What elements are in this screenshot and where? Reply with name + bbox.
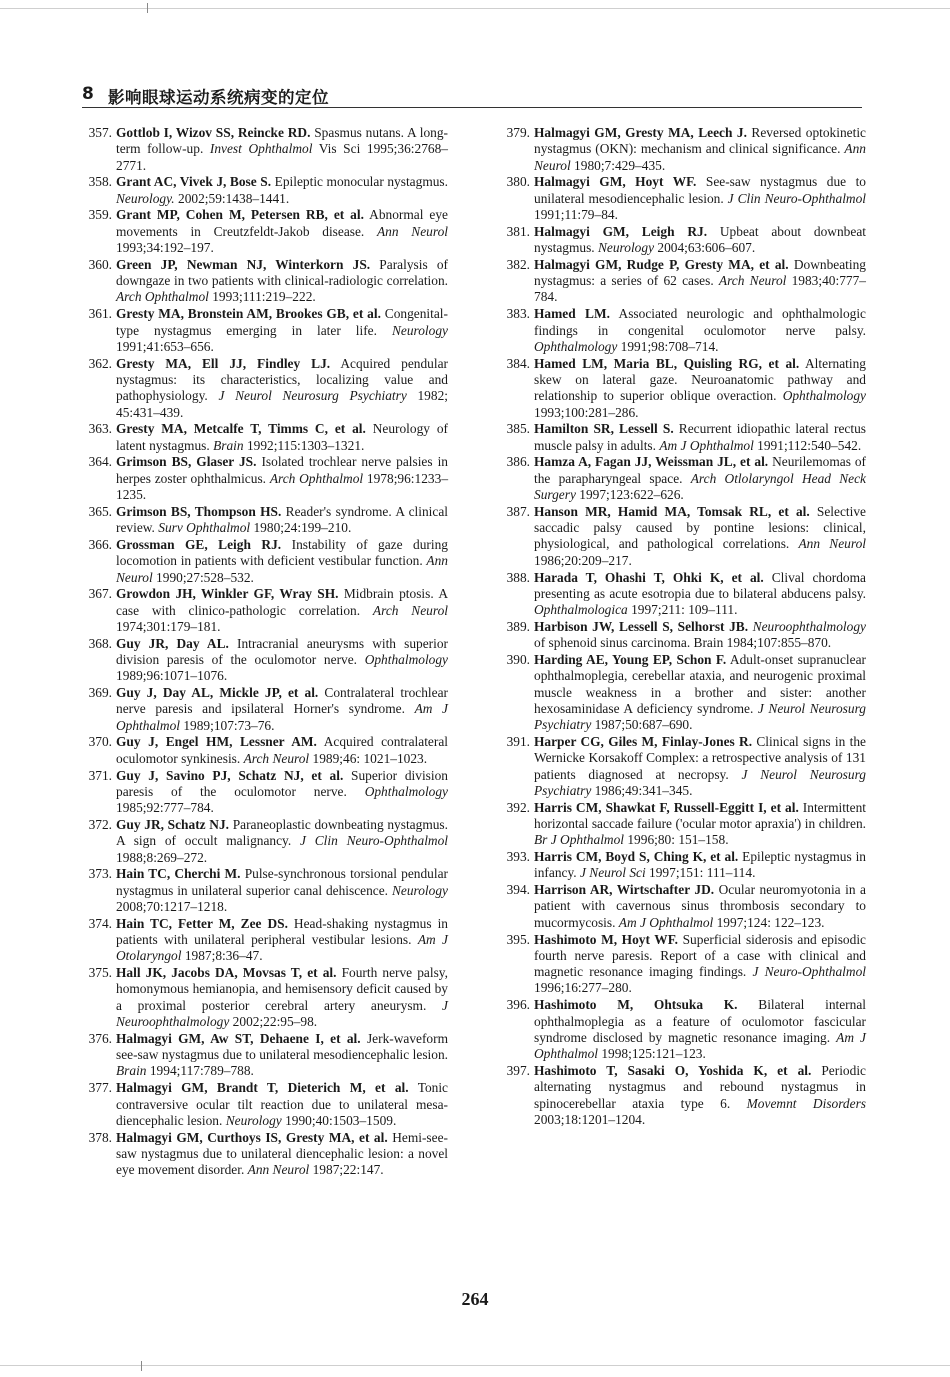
reference-citation: 1991;41:653–656. — [116, 338, 214, 354]
reference-title: Intracranial aneurysms with superior division paresis of the oculomotor nerve. — [116, 635, 448, 667]
reference-journal: Ophthalmology — [364, 652, 448, 667]
reference-journal: Ophthalmology — [782, 388, 866, 404]
reference-citation: 1990;27:528–532. — [152, 569, 254, 585]
reference-journal: Neurology. — [116, 190, 175, 206]
reference-entry — [500, 356, 866, 421]
reference-entry — [500, 997, 866, 1062]
reference-title: Superior division paresis of the oculomotor nerve. — [116, 767, 448, 799]
reference-authors: Halmagyi GM, Hoyt WF. — [534, 174, 697, 190]
reference-citation: 1993;100:281–286. — [534, 404, 639, 420]
top-crop-mark — [147, 3, 148, 13]
reference-citation: 1978;96:1233–1235. — [116, 470, 449, 503]
reference-authors: Halmagyi GM, Leigh RJ. — [534, 223, 708, 239]
reference-number: 385. — [506, 421, 530, 437]
reference-authors: Guy J, Engel HM, Lessner AM. — [116, 734, 317, 750]
reference-journal: Ophthalmology — [534, 338, 618, 354]
reference-entry — [500, 652, 866, 733]
reference-title: Bilateral internal ophthalmoplegia as a feature of oculomotor fascicular syndrome disclosed by magnetic resonance imaging. — [534, 997, 866, 1045]
reference-authors: Gottlob I, Wizov SS, Reincke RD. — [116, 125, 311, 140]
reference-journal: J Neuroophthalmology — [116, 997, 448, 1030]
reference-number: 375. — [88, 965, 112, 981]
reference-entry — [82, 454, 448, 503]
reference-column-left — [82, 125, 448, 1179]
reference-number: 365. — [88, 503, 112, 519]
reference-journal: Arch Otlolaryngol Head Neck Surgery — [534, 470, 867, 503]
reference-entry — [82, 768, 448, 817]
reference-title: Epileptic monocular nystagmus. — [271, 174, 448, 190]
reference-authors: Hain TC, Cherchi M. — [116, 866, 241, 882]
reference-entry — [82, 817, 448, 866]
reference-journal: J Neuro-Ophthalmol — [752, 964, 866, 980]
reference-citation: 1991;112:540–542. — [753, 437, 862, 453]
reference-authors: Hanson MR, Hamid MA, Tomsak RL, et al. — [534, 503, 810, 519]
reference-journal: Neurology — [391, 322, 448, 338]
reference-number: 377. — [88, 1080, 112, 1096]
reference-authors: Harper CG, Giles M, Finlay-Jones R. — [534, 733, 753, 749]
reference-journal: Br J Ophthalmol — [534, 832, 625, 848]
reference-journal: Am J Ophthalmol — [534, 1029, 866, 1062]
reference-title: Hemi-see-saw nystagmus due to unilateral diencephalic lesion: a novel eye movement disorder. — [116, 1129, 448, 1178]
reference-authors: Grant AC, Vivek J, Bose S. — [116, 174, 272, 190]
chapter-number: 8 — [82, 84, 94, 104]
reference-entry — [82, 965, 448, 1030]
reference-authors: Hain TC, Fetter M, Zee DS. — [116, 915, 288, 931]
reference-citation: 1987;8:36–47. — [181, 948, 263, 964]
reference-entry — [500, 224, 866, 257]
reference-authors: Gresty MA, Bronstein AM, Brookes GB, et al. — [116, 306, 381, 322]
reference-citation: 1996;16:277–280. — [534, 980, 632, 996]
reference-number: 397. — [506, 1062, 530, 1078]
reference-entry — [82, 1130, 448, 1179]
reference-authors: Gresty MA, Metcalfe T, Timms C, et al. — [116, 421, 366, 437]
reference-journal: Arch Ophthalmol — [269, 470, 364, 486]
reference-journal: Am J Ophthalmol — [618, 914, 714, 930]
bottom-crop-rule — [0, 1365, 950, 1366]
reference-citation: 1983;40:777–784. — [534, 273, 866, 305]
reference-number: 396. — [506, 997, 530, 1013]
reference-authors: Hashimoto M, Hoyt WF. — [534, 931, 678, 947]
reference-journal: Invest Ophthalmol — [209, 141, 313, 157]
reference-journal: Neuroophthalmology — [752, 618, 866, 634]
reference-number: 395. — [506, 931, 530, 947]
reference-number: 376. — [88, 1030, 112, 1046]
reference-number: 371. — [88, 767, 112, 783]
header-rule — [82, 107, 862, 108]
reference-authors: Hamed LM, Maria BL, Quisling RG, et al. — [534, 355, 800, 371]
reference-authors: Green JP, Newman NJ, Winterkorn JS. — [116, 256, 371, 272]
reference-entry — [500, 849, 866, 882]
reference-journal: Am J Otolaryngol — [116, 932, 448, 964]
reference-entry — [82, 356, 448, 421]
reference-title: Periodic alternating nystagmus and rebound nystagmus in spinocerebellar ataxia type 6. — [534, 1062, 866, 1111]
reference-number: 374. — [88, 915, 112, 931]
reference-entry — [82, 174, 448, 207]
reference-title: Ocular neuromyotonia in a patient with cavernous sinus thrombosis secondary to mucormycosis. — [534, 882, 866, 930]
reference-journal: Am J Ophthalmol — [116, 701, 448, 733]
reference-journal: Neurology — [225, 1112, 282, 1128]
reference-number: 378. — [88, 1129, 112, 1145]
reference-entry — [82, 257, 448, 306]
reference-citation: 1998;125:121–123. — [597, 1046, 706, 1062]
reference-authors: Harris CM, Shawkat F, Russell-Eggitt I, et al. — [534, 799, 799, 815]
reference-entry — [500, 619, 866, 652]
reference-journal: Brain — [116, 1063, 147, 1079]
reference-number: 370. — [88, 734, 112, 750]
reference-title: Abnormal eye movements in Creutzfeldt-Jakob disease. — [116, 207, 448, 239]
reference-entry — [82, 866, 448, 915]
reference-title: Neurology of latent nystagmus. — [116, 421, 448, 453]
reference-citation: 1974;301:179–181. — [116, 618, 221, 634]
reference-title: Intermittent horizontal saccade failure ('ocular motor apraxia') in children. — [534, 799, 867, 831]
reference-journal: J Neurol Sci — [579, 865, 646, 881]
reference-number: 369. — [88, 685, 112, 701]
reference-title: Selective saccadic palsy caused by pontine lesions: clinical, physiological, and pathological correlations. — [534, 503, 866, 552]
reference-authors: Gresty MA, Ell JJ, Findley LJ. — [116, 355, 331, 371]
reference-authors: Harbison JW, Lessell S, Selhorst JB. — [534, 618, 749, 634]
reference-title: Acquired pendular nystagmus: its characteristics, localizing value and pathophysiology. — [116, 355, 448, 404]
reference-number: 379. — [506, 125, 530, 140]
reference-citation: 1997;151: 111–114. — [645, 865, 756, 881]
reference-number: 359. — [88, 207, 112, 223]
reference-authors: Guy JR, Schatz NJ. — [116, 816, 230, 832]
reference-entry — [500, 734, 866, 799]
reference-citation: 1987;22:147. — [309, 1162, 384, 1178]
reference-number: 388. — [506, 569, 530, 585]
reference-citation: Vis Sci 1995;36:2768–2771. — [116, 141, 448, 173]
reference-citation: 1997;124: 122–123. — [713, 914, 825, 930]
reference-citation: 1985;92:777–784. — [116, 800, 214, 816]
reference-title: Recurrent idiopathic lateral rectus muscle palsy in adults. — [534, 421, 866, 453]
reference-title: Paraneoplastic downbeating nystagmus. A sign of occult malignancy. — [116, 816, 448, 849]
reference-journal: Arch Neurol — [718, 273, 787, 289]
reference-title: Spasmus nutans. A long-term follow-up. — [116, 125, 448, 157]
reference-authors: Halmagyi GM, Aw ST, Dehaene I, et al. — [116, 1030, 361, 1046]
reference-entry — [500, 174, 866, 223]
reference-citation: 1993;111:219–222. — [208, 289, 316, 305]
reference-title: Neurilemomas of the parapharyngeal space. — [534, 454, 867, 486]
reference-entry — [82, 636, 448, 685]
reference-citation: 1986;20:209–217. — [534, 552, 632, 568]
reference-journal: Ophthalmology — [364, 783, 448, 799]
reference-title: Isolated trochlear nerve palsies in herpes zoster ophthalmicus. — [116, 454, 448, 486]
reference-journal: Ann Neurol — [377, 223, 448, 239]
reference-citation: 1987;50:687–690. — [591, 717, 693, 733]
reference-entry — [82, 916, 448, 965]
reference-title: Alternating skew on lateral gaze. Neuroanatomic pathway and relationship to superior oblique overaction. — [534, 355, 867, 404]
reference-number: 390. — [506, 652, 530, 667]
reference-journal: Ann Neurol — [247, 1162, 310, 1178]
reference-authors: Hall JK, Jacobs DA, Movsas T, et al. — [116, 965, 337, 981]
reference-citation: 1991;98:708–714. — [617, 338, 719, 354]
chapter-title: 影响眼球运动系统病变的定位 — [108, 88, 329, 107]
reference-journal: Ann Neurol — [798, 536, 866, 552]
reference-number: 368. — [88, 635, 112, 651]
reference-entry — [82, 421, 448, 454]
reference-entry — [500, 306, 866, 355]
reference-journal: Surv Ophthalmol — [158, 520, 251, 536]
reference-entry — [82, 586, 448, 635]
reference-column-right — [500, 125, 866, 1129]
reference-citation: 1990;40:1503–1509. — [281, 1112, 397, 1128]
reference-title: Head-shaking nystagmus in patients with unilateral peripheral vestibular lesions. — [116, 915, 448, 948]
reference-authors: Guy JR, Day AL. — [116, 635, 229, 651]
reference-title: Jerk-waveform see-saw nystagmus due to unilateral mesodiencephalic lesion. — [116, 1030, 448, 1063]
reference-citation: 1997;123:622–626. — [575, 487, 684, 503]
reference-title: Associated neurologic and ophthalmologic findings in congenital oculomotor nerve palsy. — [534, 306, 867, 338]
reference-journal: Arch Neurol — [372, 602, 448, 618]
reference-title: See-saw nystagmus due to unilateral mesodiencephalic lesion. — [534, 174, 867, 206]
reference-authors: Hashimoto M, Ohtsuka K. — [534, 997, 738, 1013]
reference-journal: J Neurol Neurosurg Psychiatry — [534, 766, 866, 798]
reference-journal: Brain — [213, 437, 244, 453]
reference-citation: 2004;63:606–607. — [654, 240, 756, 256]
reference-citation: 2003;18:1201–1204. — [534, 1111, 646, 1127]
reference-entry — [82, 1080, 448, 1129]
reference-entry — [82, 1031, 448, 1080]
reference-authors: Harrison AR, Wirtschafter JD. — [534, 882, 715, 898]
reference-entry — [500, 504, 866, 569]
reference-citation: of sphenoid sinus carcinoma. Brain 1984;107:855–870. — [534, 635, 832, 651]
reference-authors: Growdon JH, Winkler GF, Wray SH. — [116, 586, 339, 602]
reference-journal: J Neurol Neurosurg Psychiatry — [218, 388, 407, 404]
reference-authors: Halmagyi GM, Curthoys IS, Gresty MA, et al. — [116, 1129, 388, 1145]
reference-number: 381. — [506, 223, 530, 239]
reference-number: 361. — [88, 306, 112, 322]
reference-number: 366. — [88, 536, 112, 552]
reference-number: 372. — [88, 816, 112, 832]
reference-number: 392. — [506, 799, 530, 815]
reference-citation: 1980;7:429–435. — [570, 157, 666, 173]
reference-number: 394. — [506, 882, 530, 898]
reference-authors: Guy J, Day AL, Mickle JP, et al. — [116, 685, 319, 701]
reference-citation: 2008;70:1217–1218. — [116, 898, 228, 914]
reference-authors: Grimson BS, Thompson HS. — [116, 503, 282, 519]
reference-number: 357. — [88, 125, 112, 140]
reference-number: 391. — [506, 733, 530, 749]
reference-citation: 1997;211: 109–111. — [627, 602, 738, 618]
reference-entry — [82, 537, 448, 586]
reference-title: Downbeating nystagmus: a series of 62 cases. — [534, 256, 866, 289]
reference-title: Adult-onset supranuclear ophthalmoplegia, cerebellar ataxia, and neurogenic proximal muscle weakness in a brother and sister: another hexosaminidase A deficiency syndrome. — [534, 652, 866, 716]
reference-number: 358. — [88, 174, 112, 190]
reference-number: 393. — [506, 849, 530, 865]
reference-title: Acquired contralateral oculomotor synkinesis. — [116, 734, 448, 766]
reference-entry — [82, 207, 448, 256]
reference-authors: Grant MP, Cohen M, Petersen RB, et al. — [116, 207, 364, 223]
reference-journal: Ann Neurol — [534, 141, 866, 173]
reference-authors: Harada T, Ohashi T, Ohki K, et al. — [534, 569, 764, 585]
reference-journal: J Clin Neuro-Ophthalmol — [300, 833, 448, 849]
reference-entry — [500, 125, 866, 174]
reference-authors: Grimson BS, Glaser JS. — [116, 454, 257, 470]
bottom-crop-mark — [141, 1361, 142, 1371]
reference-number: 362. — [88, 355, 112, 371]
reference-authors: Hashimoto T, Sasaki O, Yoshida K, et al. — [534, 1062, 812, 1078]
reference-citation: 1994;117:789–788. — [146, 1063, 254, 1079]
reference-journal: Neurology — [597, 240, 655, 256]
reference-number: 363. — [88, 421, 112, 437]
reference-citation: 1993;34:192–197. — [116, 240, 214, 256]
reference-title: Instability of gaze during locomotion in patients with deficient vestibular function. — [116, 536, 448, 569]
reference-journal: J Neurol Neurosurg Psychiatry — [534, 700, 866, 733]
reference-journal: Ann Neurol — [116, 553, 448, 585]
reference-journal: Movemnt Disorders — [746, 1095, 866, 1111]
reference-journal: Am J Ophthalmol — [659, 437, 754, 453]
reference-citation: 1982; 45:431–439. — [116, 388, 448, 420]
reference-title: Midbrain ptosis. A case with clinico-pathologic correlation. — [116, 586, 448, 618]
reference-authors: Halmagyi GM, Brandt T, Dieterich M, et al. — [116, 1080, 409, 1096]
reference-authors: Hamilton SR, Lessell S. — [534, 421, 674, 437]
running-header — [82, 84, 862, 106]
reference-entry — [82, 306, 448, 355]
reference-number: 380. — [506, 174, 530, 190]
reference-number: 373. — [88, 866, 112, 882]
reference-number: 360. — [88, 256, 112, 272]
reference-authors: Grossman GE, Leigh RJ. — [116, 536, 282, 552]
reference-number: 386. — [506, 454, 530, 470]
reference-entry — [500, 570, 866, 619]
reference-citation: 2002;22:95–98. — [229, 1014, 318, 1030]
reference-citation: 1992;115:1303–1321. — [243, 437, 365, 453]
reference-title: Clinical signs in the Wernicke Korsakoff Complex: a retrospective analysis of 131 patients diagnosed at necropsy. — [534, 733, 867, 782]
reference-authors: Halmagyi GM, Rudge P, Gresty MA, et al. — [534, 256, 789, 272]
reference-entry — [500, 932, 866, 997]
reference-citation: 1991;11:79–84. — [534, 206, 618, 222]
reference-authors: Hamza A, Fagan JJ, Weissman JL, et al. — [534, 454, 769, 470]
reference-title: Epileptic nystagmus in infancy. — [534, 849, 866, 881]
reference-citation: 1996;80: 151–158. — [624, 832, 729, 848]
reference-journal: Neurology — [391, 882, 448, 898]
reference-authors: Harris CM, Boyd S, Ching K, et al. — [534, 849, 739, 865]
reference-title: Reader's syndrome. A clinical review. — [116, 503, 449, 536]
top-crop-rule — [0, 8, 950, 9]
reference-citation: 1989;107:73–76. — [179, 717, 275, 733]
reference-number: 387. — [506, 503, 530, 519]
reference-title: Upbeat about downbeat nystagmus. — [534, 223, 866, 256]
reference-journal: Ophthalmologica — [534, 602, 628, 618]
reference-entry — [82, 125, 448, 174]
reference-entry — [500, 1063, 866, 1128]
reference-number: 382. — [506, 256, 530, 272]
reference-citation: 1986;49:341–345. — [591, 782, 693, 798]
reference-number: 364. — [88, 454, 112, 470]
reference-journal: J Clin Neuro-Ophthalmol — [727, 190, 866, 206]
reference-title: Congenital-type nystagmus emerging in later life. — [116, 306, 448, 338]
reference-entry — [500, 454, 866, 503]
reference-citation: 1989;46: 1021–1023. — [309, 750, 428, 766]
reference-number: 384. — [506, 355, 530, 371]
page-number: 264 — [461, 1289, 489, 1309]
reference-citation: 1988;8:269–272. — [116, 849, 208, 865]
reference-entry — [500, 800, 866, 849]
reference-entry — [500, 257, 866, 306]
reference-number: 367. — [88, 586, 112, 602]
reference-authors: Harding AE, Young EP, Schon F. — [534, 652, 727, 667]
reference-title: Paralysis of downgaze in two patients with clinical-radiologic correlation. — [116, 256, 449, 289]
reference-entry — [500, 421, 866, 454]
reference-authors: Hamed LM. — [534, 306, 610, 322]
reference-citation: 2002;59:1438–1441. — [174, 190, 290, 206]
reference-title: Tonic contraversive ocular tilt reaction due to unilateral mesa-diencephalic lesion. — [116, 1080, 449, 1128]
reference-citation: 1989;96:1071–1076. — [116, 668, 228, 684]
reference-citation: 1980;24:199–210. — [250, 520, 352, 536]
reference-authors: Halmagyi GM, Gresty MA, Leech J. — [534, 125, 747, 140]
reference-number: 383. — [506, 306, 530, 322]
reference-title: Clival chordoma presenting as acute esotropia due to bilateral abducens palsy. — [534, 569, 866, 601]
reference-entry — [82, 734, 448, 767]
reference-journal: Arch Neurol — [243, 750, 310, 766]
reference-number: 389. — [506, 618, 530, 634]
reference-title: Reversed optokinetic nystagmus (OKN): mechanism and clinical significance. — [534, 125, 866, 157]
reference-journal: Arch Ophthalmol — [116, 289, 209, 305]
reference-title: Fourth nerve palsy, homonymous hemianopia, and hemisensory deficit caused by a proximal posterior cerebral artery aneurysm. — [116, 965, 448, 1013]
reference-authors: Guy J, Savino PJ, Schatz NJ, et al. — [116, 767, 344, 783]
reference-entry — [500, 882, 866, 931]
reference-title: Superficial siderosis and episodic fourth nerve paresis. Report of a case with clinical and magnetic resonance imaging findings. — [534, 931, 866, 980]
reference-entry — [82, 685, 448, 734]
reference-title: Pulse-synchronous torsional pendular nystagmus in unilateral superior canal dehiscence. — [116, 866, 448, 898]
reference-title: Contralateral trochlear nerve paresis and ipsilateral Horner's syndrome. — [116, 685, 448, 717]
reference-entry — [82, 504, 448, 537]
